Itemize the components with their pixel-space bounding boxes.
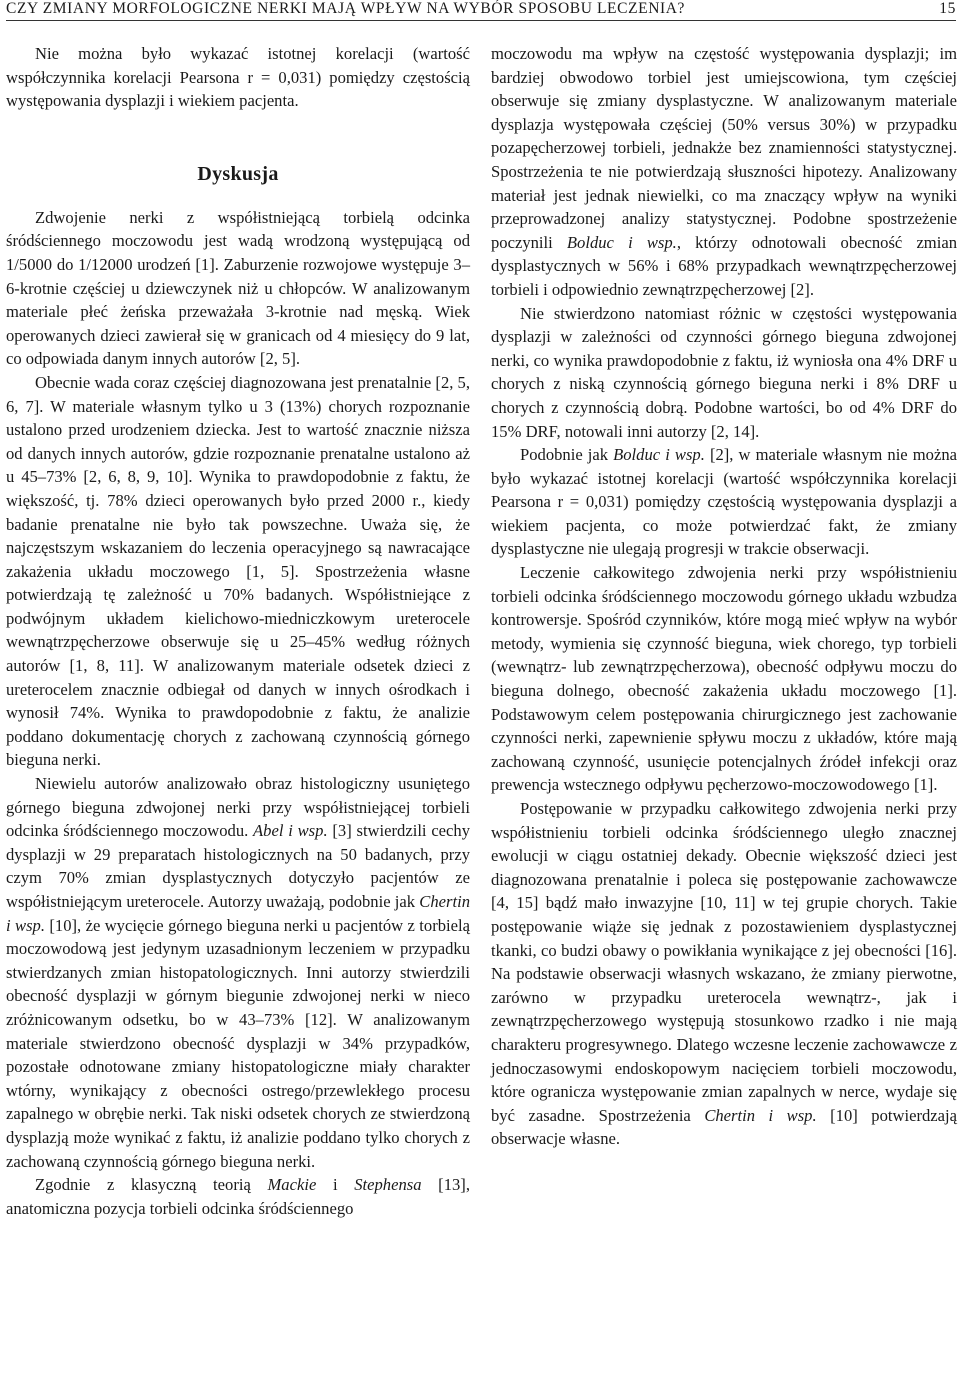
text-segment: [13], anatomiczna pozycja torbieli odcinka śródściennego <box>6 1175 470 1218</box>
citation-author: Chertin i wsp. <box>6 892 470 935</box>
discussion-paragraph-3 <box>6 772 470 1173</box>
text-segment: , którzy odnotowali obecność zmian dysplastycznych w 56% i 68% przypadkach wewnątrzpęcherzowej torbieli i odpowiednio zewnątrzpęcherzowej [2]. <box>491 232 957 299</box>
citation-author: Bolduc i wsp. <box>613 445 705 465</box>
discussion-paragraph-2: Obecnie wada coraz częściej diagnozowana jest prenatalnie [2, 5, 6, 7]. W materiale własnym tylko u 3 (13%) chorych rozpoznanie ustalono przed urodzeniem dziecka. Jest to wartość znacznie niższa od danych innych autorów, gdzie rozpoznanie prenatalne ustalono aż u 45–73% [2, 6, 8, 9, 10]. Wynika to prawdopodobnie z faktu, że większość, tj. 78% dzieci operowanych było przed 2000 r., kiedy badanie prenatalne nie było tak powszechne. Uważa się, że najczęstszym wskazaniem do leczenia operacyjnego są nawracające zakażenia układu moczowego [1, 5]. Spostrzeżenia własne potwierdzają tę zależność u 70% badanych. Współistniejące z podwójnym układem kielichowo-miedniczkowym ureterocele wewnątrzpęcherzowe obserwuje się u 25–45% według różnych autorów [1, 8, 11]. W analizowanym materiale odsetek dzieci z ureterocelem znacznie odbiegał od danych w innych ośrodkach i wynosił 74%. Wynika to prawdopodobnie z faktu, że analizie poddano dokumentację chorych z zachowaną czynnością górnego bieguna nerki. <box>6 372 470 770</box>
text-segment: Podobnie jak <box>520 445 614 465</box>
citation-author: Mackie <box>267 1175 317 1195</box>
left-column <box>6 42 470 1220</box>
text-segment: Zgodnie z klasyczną teorią <box>35 1175 268 1195</box>
text-segment: moczowodu ma wpływ na częstość występowania dysplazji; im bardziej obwodowo torbiel jest umiejscowiona, tym częściej obserwuje się zmiany dysplastyczne. W analizowanym materiale dysplazja występowała częściej (50% versus 30%) w przypadku pozapęcherzowej torbieli, jednakże bez znamienności statystycznej. Spostrzeżenia te nie potwierdzają słuszności hipotezy. Analizowany materiał jest jednak niewielki, co ma znaczący wpływ na wyniki przeprowadzonej analizy statystycznej. Podobne spostrzeżenie poczynili <box>491 44 957 252</box>
header-rule <box>6 20 956 21</box>
discussion-paragraph-8 <box>491 797 957 1151</box>
continued-paragraph <box>491 42 957 302</box>
discussion-paragraph-1: Zdwojenie nerki z współistniejącą torbielą odcinka śródściennego moczowodu jest wadą wrodzoną występującą od 1/5000 do 1/12000 urodzeń [1]. Zaburzenie rozwojowe występuje 3–6-krotnie częściej u dziewczynek niż u chłopców. W analizowanym materiale płeć żeńska przeważała 3-krotnie nad męską. Wiek operowanych dzieci zawierał się w granicach od 4 miesięcy do 9 lat, co odpowiada danym innych autorów [2, 5]. <box>6 207 470 369</box>
running-title: CZY ZMIANY MORFOLOGICZNE NERKI MAJĄ WPŁYW NA WYBÓR SPOSOBU LECZENIA? <box>6 0 686 17</box>
text-segment: [3] stwierdzili cechy dysplazji w 29 preparatach histologicznych na 50 badanych, przy czym 70% zmian dysplastycznych dotyczyło pacjentów ze współistniejącym ureterocele. Autorzy uważają, podobnie jak <box>6 821 471 911</box>
citation-author: Chertin i wsp. <box>704 1105 817 1125</box>
discussion-paragraph-5: Nie stwierdzono natomiast różnic w częstości występowania dysplazji w zależności od czynności górnego bieguna zdwojonej nerki, co wynika prawdopodobnie z faktu, iż wyniosła ona 4% DRF u chorych z niską czynnością górnego bieguna nerki i 8% DRF u chorych z czynnością dobrą. Podobne wartości, bo od 4% DRF do 15% DRF, notowali inni autorzy [2, 14]. <box>491 303 957 441</box>
text-segment: [10], że wycięcie górnego bieguna nerki u pacjentów z torbielą moczowodową jest jedynym uzasadnionym leczeniem w przypadku stwierdzanych zmian histopatologicznych. Inni autorzy stwierdzili obecność dysplazji w górnym biegunie zdwojonej nerki w nieco zróżnicowanym odsetku, bo w 43–73% [12]. W analizowanym materiale stwierdzono obecność dysplazji w 34% przypadków, pozostałe odnotowane zmiany histopatologiczne miały charakter wtórny, wynikający z obecności ostrego/przewlekłego procesu zapalnego w obrębie nerki. Tak niski odsetek chorych ze stwierdzoną dysplazją może wynikać z faktu, iż analizie poddano tylko chorych z zachowaną czynnością górnego bieguna nerki. <box>6 915 470 1171</box>
text-segment: Postępowanie w przypadku całkowitego zdwojenia nerki przy współistnieniu torbieli odcinka śródściennego uległo znacznej ewolucji w ciągu ostatniej dekady. Obecnie większość dzieci jest diagnozowana prenatalnie i poleca się postępowanie zachowawcze [4, 15] bądź mało inwazyjne [10, 11] w tej grupie chorych. Takie postępowanie wiąże się jednak z pozostawieniem dysplastycznej tkanki, co budzi obawy o powikłania wynikające z jej obecności [16]. Na podstawie obserwacji własnych wskazano, że zmiany pierwotne, zarówno w przypadku ureterocela wewnątrz-, jak i zewnątrzpęcherzowego występują stosunkowo rzadko i nie mają charakteru progresywnego. Dlatego wczesne leczenie zachowawcze z jednoczasowymi endoskopowym nacięciem torbieli moczowodu, które ogranicza występowanie zmian zapalnych w nerce, wydaje się być zasadne. Spostrzeżenia <box>491 799 957 1125</box>
text-segment: [10] potwierdzają obserwacje własne. <box>491 1105 957 1149</box>
right-column <box>491 42 957 1151</box>
discussion-paragraph-7: Leczenie całkowitego zdwojenia nerki przy współistnieniu torbieli odcinka śródściennego moczowodu górnego układu wzbudza kontrowersje. Spośród czynników, które mogą mieć wpływ na wybór metody, wymienia się czynność bieguna, wiek chorego, typ torbieli (wewnątrz- lub zewnątrzpęcherzowa), obecność odpływu moczu do bieguna dolnego, obecność zakażenia układu moczowego [1]. Podstawowym celem postępowania chirurgicznego jest zachowanie czynności nerki, zapewnienie spływu moczu z układów, które mają zachowaną czynność, usunięcie potencjalnych źródeł infekcji oraz prewencja wstecznego odpływu pęcherzowo-moczowodowego [1]. <box>491 563 957 795</box>
citation-author: Bolduc i wsp. <box>566 232 677 252</box>
discussion-paragraph-6 <box>491 443 957 561</box>
page-number: 15 <box>939 0 956 17</box>
citation-author: Abel i wsp. <box>253 821 328 841</box>
section-title: Dyskusja <box>197 162 279 185</box>
citation-author: Stephensa <box>354 1175 422 1195</box>
discussion-paragraph-4 <box>6 1173 470 1220</box>
running-header <box>6 0 956 18</box>
text-segment: Niewielu autorów analizowało obraz histologiczny usuniętego górnego bieguna zdwojonej nerki przy współistniejącej torbieli odcinka śródściennego moczowodu. <box>6 774 470 841</box>
text-segment: [2], w materiale własnym nie można było wykazać istotnej korelacji (wartość współczynnika korelacji Pearsona r = 0,031) pomiędzy częstością występowania dysplazji a wiekiem pacjenta, co może potwierdzać fakt, że zmiany dysplastyczne nie ulegają progresji w trakcie obserwacji. <box>491 445 957 559</box>
text-segment: i <box>316 1175 355 1195</box>
results-paragraph: Nie można było wykazać istotnej korelacji (wartość współczynnika korelacji Pearsona r = 0,031) pomiędzy częstością występowania dysplazji i wiekiem pacjenta. <box>6 44 470 111</box>
